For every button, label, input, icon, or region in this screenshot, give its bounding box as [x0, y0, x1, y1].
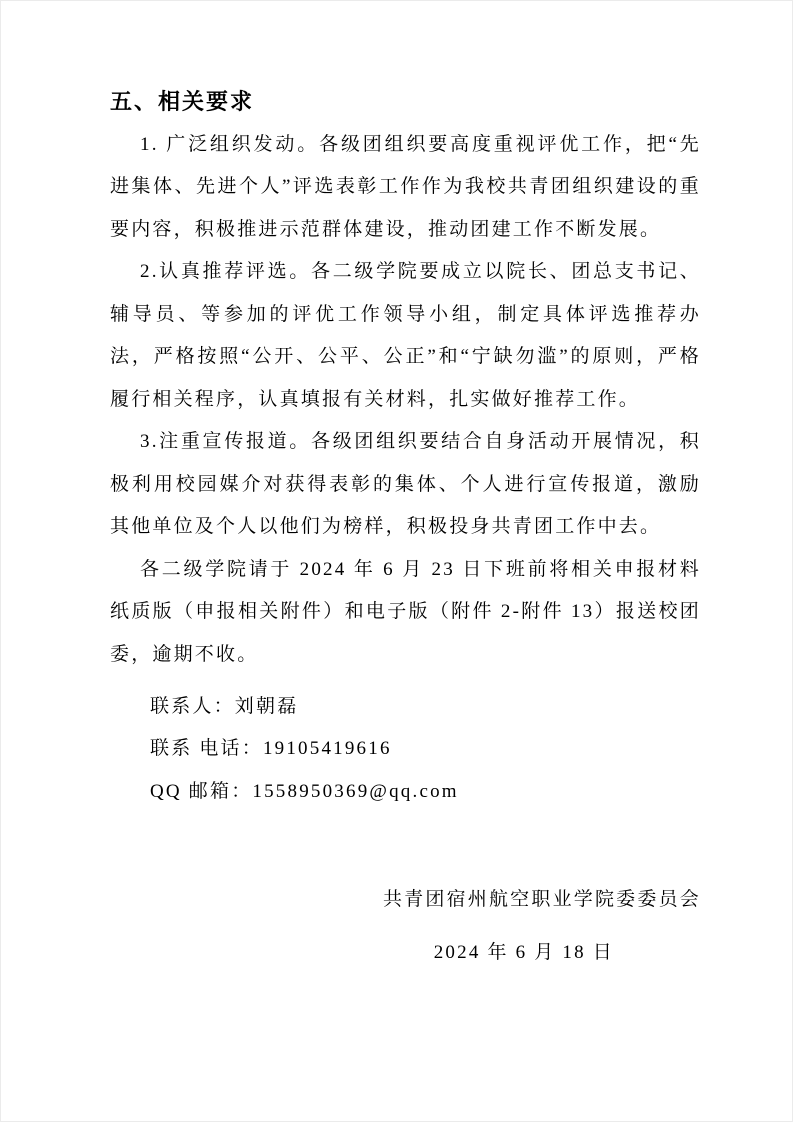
paragraph-organize-mobilization: 1. 广泛组织发动。各级团组织要高度重视评优工作，把“先进集体、先进个人”评选表彰工作作为我校共青团组织建设的重要内容，积极推进示范群体建设，推动团建工作不断发展。	[110, 133, 701, 240]
signature-date: 2024 年 6 月 18 日	[433, 941, 614, 963]
paragraph-submission-deadline: 各二级学院请于 2024 年 6 月 23 日下班前将相关申报材料纸质版（申报相关附件）和电子版（附件 2-附件 13）报送校团委，逾期不收。	[110, 558, 701, 665]
contact-person: 联系人：刘朝磊	[150, 695, 299, 717]
contact-block	[110, 686, 701, 814]
paragraph-recommend-selection: 2.认真推荐评选。各二级学院要成立以院长、团总支书记、辅导员、等参加的评优工作领导小组，制定具体评选推荐办法，严格按照“公开、公平、公正”和“宁缺勿滥”的原则，严格履行相关程序，认真填报有关材料，扎实做好推荐工作。	[110, 261, 701, 410]
contact-phone: 联系 电话：19105419616	[150, 738, 392, 759]
section-heading: 五、相关要求	[110, 89, 255, 114]
document-content	[110, 81, 701, 974]
contact-qq-email: QQ 邮箱：1558950369@qq.com	[150, 780, 459, 802]
paragraph-publicity-reporting: 3.注重宣传报道。各级团组织要结合自身活动开展情况，积极利用校园媒介对获得表彰的集体、个人进行宣传报道，激励其他单位及个人以他们为榜样，积极投身共青团工作中去。	[110, 431, 701, 537]
signature-organization: 共青团宿州航空职业学院委委员会	[382, 889, 701, 910]
